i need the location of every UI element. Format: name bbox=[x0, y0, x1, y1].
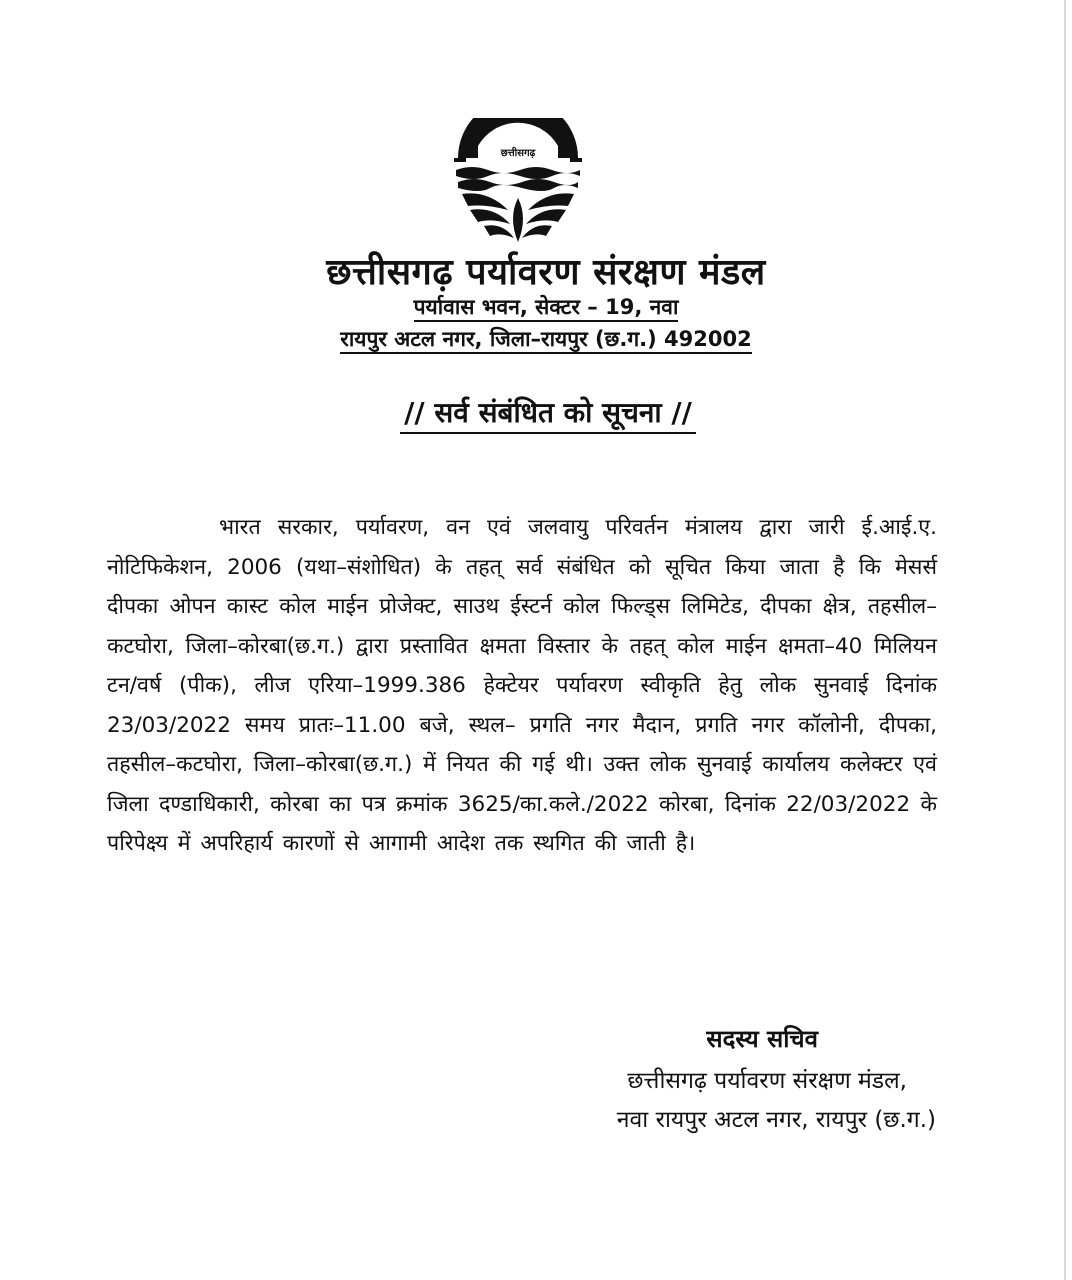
cecb-emblem-icon bbox=[448, 118, 588, 250]
notice-body: भारत सरकार, पर्यावरण, वन एवं जलवायु परिवर्तन मंत्रालय द्वारा जारी ई.आई.ए. नोटिफिकेशन, 2006 (यथा–संशोधित) के तहत् सर्व संबंधित को सूचित किया जाता है कि मेसर्स दीपका ओपन कास्ट कोल माईन प्रोजेक्ट, साउथ ईस्टर्न कोल फिल्ड्स लिमिटेड, दीपका क्षेत्र, तहसील–कटघोरा, जिला–कोरबा(छ.ग.) द्वारा प्रस्तावित क्षमता विस्तार के तहत् कोल माईन क्षमता–40 मिलियन टन/वर्ष (पीक), लीज एरिया–1999.386 हेक्टेयर पर्यावरण स्वीकृति हेतु लोक सुनवाई दिनांक 23/03/2022 समय प्रातः–11.00 बजे, स्थल– प्रगति नगर मैदान, प्रगति नगर कॉलोनी, दीपका, तहसील–कटघोरा, जिला–कोरबा(छ.ग.) में नियत की गई थी। उक्त लोक सुनवाई कार्यालय कलेक्टर एवं जिला दण्डाधिकारी, कोरबा का पत्र क्रमांक 3625/का.कले./2022 कोरबा, दिनांक 22/03/2022 के परिपेक्ष्य में अपरिहार्य कारणों से आगामी आदेश तक स्थगित की जाती है। bbox=[107, 515, 937, 856]
signatory-title: सदस्य सचिव bbox=[706, 1025, 818, 1053]
notice-title-text: // सर्व संबंधित को सूचना // bbox=[400, 396, 696, 434]
address-line-1-text: पर्यावास भवन, सेक्टर – 19, नवा bbox=[414, 295, 679, 322]
notice-title bbox=[0, 393, 1072, 431]
signatory-address: नवा रायपुर अटल नगर, रायपुर (छ.ग.) bbox=[616, 1107, 936, 1133]
page-edge-divider bbox=[1064, 0, 1066, 1280]
signatory-organization: छत्तीसगढ़ पर्यावरण संरक्षण मंडल, bbox=[627, 1068, 907, 1094]
emblem-text: छत्तीसगढ़ bbox=[500, 148, 536, 159]
address-line-2-text: रायपुर अटल नगर, जिला–रायपुर (छ.ग.) 492002 bbox=[340, 327, 751, 354]
address-line-1 bbox=[0, 293, 1072, 321]
address-line-2 bbox=[0, 325, 1072, 353]
organization-name: छत्तीसगढ़ पर्यावरण संरक्षण मंडल bbox=[326, 252, 766, 293]
